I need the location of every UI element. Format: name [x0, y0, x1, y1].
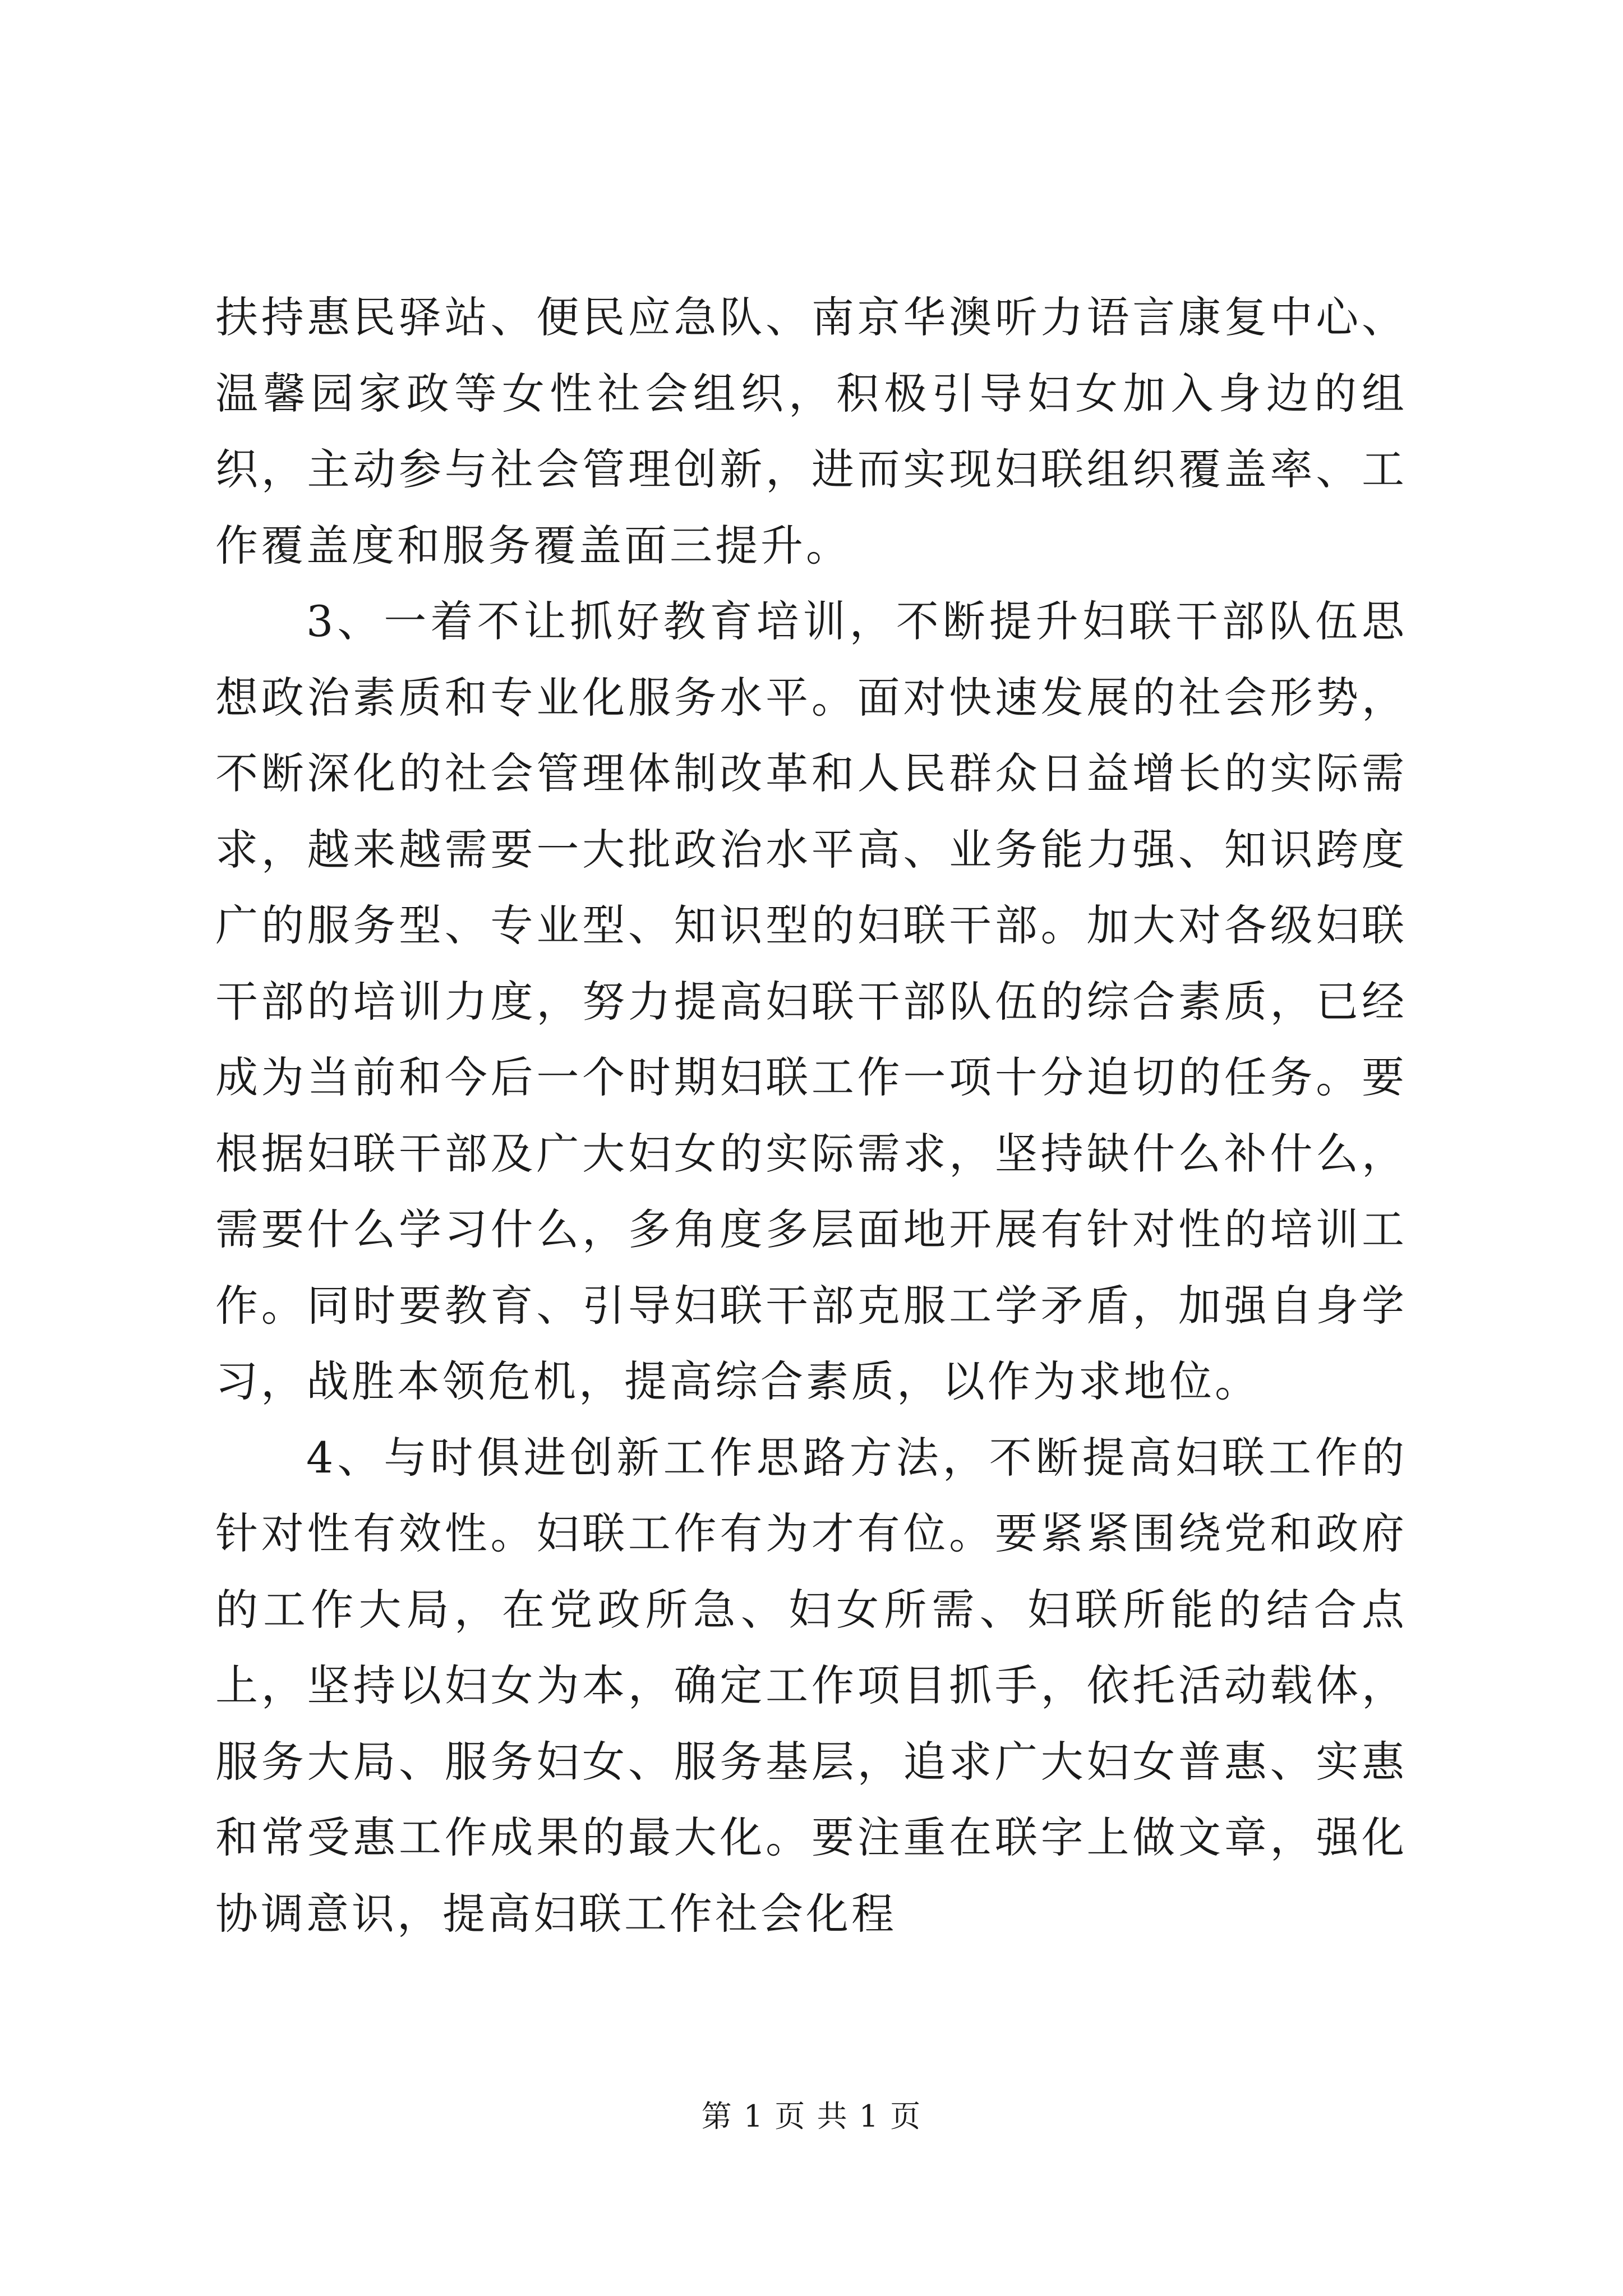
paragraph-item-3: 3、一着不让抓好教育培训，不断提升妇联干部队伍思想政治素质和专业化服务水平。面对快速发展的社会形势，不断深化的社会管理体制改革和人民群众日益增长的实际需求，越来越需要一大批政治水平高、业务能力强、知识跨度广的服务型、专业型、知识型的妇联干部。加大对各级妇联干部的培训力度，努力提高妇联干部队伍的综合素质，已经成为当前和今后一个时期妇联工作一项十分迫切的任务。要根据妇联干部及广大妇女的实际需求，坚持缺什么补什么，需要什么学习什么，多角度多层面地开展有针对性的培训工作。同时要教育、引导妇联干部克服工学矛盾，加强自身学习，战胜本领危机，提高综合素质，以作为求地位。 [215, 596, 1407, 1406]
page-number-label: 第 1 页 共 1 页 [701, 2099, 922, 2134]
paragraph-continuation: 扶持惠民驿站、便民应急队、南京华澳听力语言康复中心、温馨园家政等女性社会组织，积极引导妇女加入身边的组织，主动参与社会管理创新，进而实现妇联组织覆盖率、工作覆盖度和服务覆盖面三提升。 [215, 292, 1407, 570]
page-footer [0, 2097, 1623, 2136]
paragraph-item-4: 4、与时俱进创新工作思路方法，不断提高妇联工作的针对性有效性。妇联工作有为才有位。要紧紧围绕党和政府的工作大局，在党政所急、妇女所需、妇联所能的结合点上，坚持以妇女为本，确定工作项目抓手，依托活动载体，服务大局、服务妇女、服务基层，追求广大妇女普惠、实惠和常受惠工作成果的最大化。要注重在联字上做文章，强化协调意识，提高妇联工作社会化程 [215, 1432, 1407, 1939]
document-body [215, 279, 1407, 1952]
